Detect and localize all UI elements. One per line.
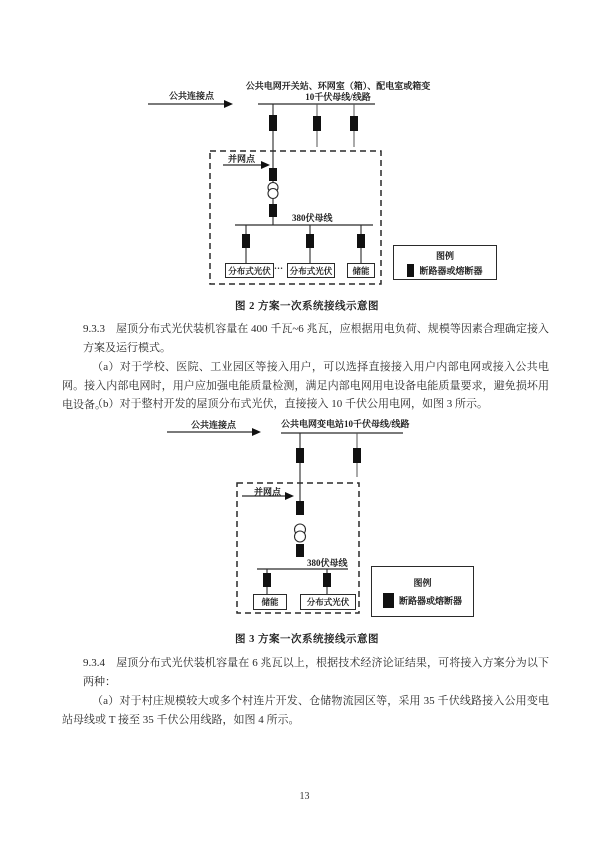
poc-arrowhead-icon (261, 161, 270, 169)
d1-ellipsis: … (274, 261, 283, 271)
breaker-icon (353, 448, 361, 463)
breaker-icon (306, 234, 314, 248)
d1-storage-box: 储能 (347, 263, 375, 278)
d2-pcc-label: 公共连接点 (191, 420, 237, 430)
breaker-icon (296, 544, 304, 557)
breaker-icon (269, 168, 277, 181)
d2-legend-title: 图例 (413, 577, 432, 588)
paragraph-9-3-4: 9.3.4 屋顶分布式光伏装机容量在 6 兆瓦以上，根据技术经济论证结果，可将接入方案分为以下两种： (83, 657, 549, 688)
d1-grid-label-line1: 公共电网开关站、环网室（箱）、配电室或箱变 (245, 81, 431, 91)
breaker-icon (296, 448, 304, 463)
breaker-icon (323, 573, 331, 587)
transformer-icon (295, 531, 306, 542)
breaker-icon (242, 234, 250, 248)
d2-pv-unit-box: 分布式光伏 (300, 594, 356, 610)
d1-pv-unit-box: 分布式光伏 (225, 263, 274, 278)
d2-legend (371, 566, 474, 617)
d1-legend-title: 图例 (435, 250, 454, 261)
d1-poc-label: 并网点 (228, 154, 256, 164)
breaker-icon (269, 115, 277, 131)
d2-poc-label: 并网点 (254, 487, 282, 497)
breaker-icon (263, 573, 271, 587)
d1-380v-bus-label: 380伏母线 (292, 213, 333, 223)
d2-storage-box: 储能 (253, 594, 287, 610)
d2-grid-label: 公共电网变电站10千伏母线/线路 (281, 419, 410, 429)
figure-3-caption: 图 3 方案一次系统接线示意图 (235, 634, 379, 645)
page-number: 13 (299, 791, 310, 802)
d1-pv-unit-box: 分布式光伏 (287, 263, 335, 278)
breaker-icon (296, 501, 304, 515)
pcc-arrowhead-icon (224, 100, 233, 108)
poc-arrowhead-icon (285, 492, 294, 500)
breaker-swatch-icon (383, 593, 394, 608)
paragraph-9-3-3-b: （b）对于整村开发的屋顶分布式光伏，直接接入 10 千伏公用电网，如图 3 所示。 (92, 398, 488, 410)
paragraph-9-3-3-a: （a）对于学校、医院、工业园区等接入用户，可以选择直接接入用户内部电网或接入公共电网。接入内部电网时，用户应加强电能质量检测，满足内部电网用电设备电能质量要求，避免损坏用电设备。 (62, 361, 549, 411)
breaker-icon (269, 204, 277, 217)
d1-legend-item: 断路器或熔断器 (419, 265, 483, 276)
d1-grid-label-line2: 10千伏母线/线路 (305, 92, 371, 102)
breaker-icon (350, 116, 358, 131)
transformer-icon (268, 189, 278, 199)
figure-2-caption: 图 2 方案一次系统接线示意图 (235, 301, 379, 312)
d1-pcc-label: 公共连接点 (169, 91, 215, 101)
paragraph-9-3-3: 9.3.3 屋顶分布式光伏装机容量在 400 千瓦~6 兆瓦，应根据用电负荷、规模等因素合理确定接入方案及运行模式。 (83, 323, 549, 354)
d1-grid-label (240, 81, 436, 103)
breaker-icon (357, 234, 365, 248)
d1-legend (393, 245, 497, 280)
d2-380v-bus-label: 380伏母线 (307, 558, 348, 568)
d2-legend-item: 断路器或熔断器 (398, 595, 462, 606)
breaker-icon (313, 116, 321, 131)
paragraph-9-3-4-a: （a）对于村庄规模较大或多个村连片开发、仓储物流园区等，采用 35 千伏线路接入公用变电站母线或 T 接至 35 千伏公用线路，如图 4 所示。 (62, 695, 549, 726)
pcc-arrowhead-icon (252, 428, 261, 436)
breaker-swatch-icon (407, 264, 414, 277)
